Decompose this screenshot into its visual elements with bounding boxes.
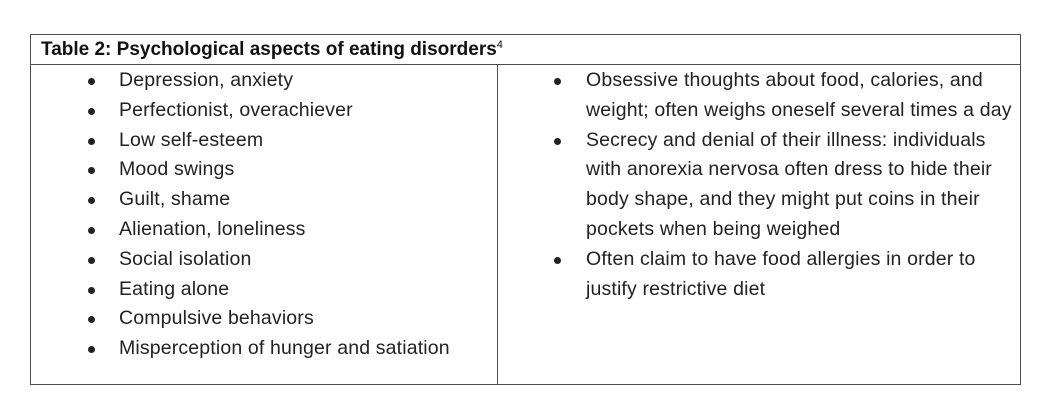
- list-item-text: Social isolation: [119, 247, 252, 270]
- bullet-icon: [88, 138, 95, 145]
- bullet-icon: [88, 316, 95, 323]
- list-item-text: Obsessive thoughts about food, calories, and weight; often weighs oneself several times a day: [586, 69, 1012, 121]
- list-item-text: Often claim to have food allergies in order to justify restrictive diet: [586, 247, 976, 300]
- bullet-icon: [88, 346, 95, 353]
- bullet-icon: [88, 78, 95, 85]
- bullet-icon: [88, 197, 95, 204]
- bullet-icon: [88, 287, 95, 294]
- bullet-icon: [554, 78, 561, 85]
- right-column: [498, 65, 1020, 385]
- list-item: [31, 126, 497, 156]
- list-item: [31, 155, 497, 185]
- list-item-text: Alienation, loneliness: [119, 217, 306, 240]
- list-item: [31, 215, 497, 245]
- list-item-text: Depression, anxiety: [119, 69, 294, 91]
- list-item-text: Guilt, shame: [119, 188, 231, 211]
- list-item-text: Secrecy and denial of their illness: individuals with anorexia nervosa often dress to hide their body shape, and they might put coins in their pockets when being weighed: [586, 128, 992, 240]
- list-item: [31, 334, 497, 364]
- list-item: [498, 66, 1020, 126]
- list-item-text: Compulsive behaviors: [119, 307, 314, 330]
- list-item: [31, 304, 497, 334]
- list-item-text: Misperception of hunger and satiation: [119, 337, 450, 360]
- list-item: [31, 185, 497, 215]
- bullet-icon: [88, 227, 95, 234]
- list-item: [31, 96, 497, 126]
- table-title-row: [31, 35, 1020, 65]
- list-item-text: Eating alone: [119, 277, 230, 300]
- bullet-icon: [88, 167, 95, 174]
- list-item-text: Low self-esteem: [119, 128, 264, 151]
- list-item: [498, 126, 1020, 245]
- table-title-citation: 4: [496, 39, 503, 51]
- table-body: [31, 65, 1020, 385]
- psychological-aspects-table: [30, 34, 1021, 385]
- list-item: [31, 275, 497, 305]
- right-bullet-list: [498, 65, 1020, 304]
- list-item: [498, 245, 1020, 305]
- bullet-icon: [554, 138, 561, 145]
- left-bullet-list: [31, 65, 497, 364]
- list-item-text: Mood swings: [119, 158, 235, 181]
- list-item: [31, 245, 497, 275]
- bullet-icon: [554, 257, 561, 264]
- list-item-text: Perfectionist, overachiever: [119, 98, 353, 121]
- bullet-icon: [88, 257, 95, 264]
- left-column: [31, 65, 498, 385]
- list-item: [31, 66, 497, 96]
- bullet-icon: [88, 108, 95, 115]
- table-title: Table 2: Psychological aspects of eating disorders: [41, 39, 497, 60]
